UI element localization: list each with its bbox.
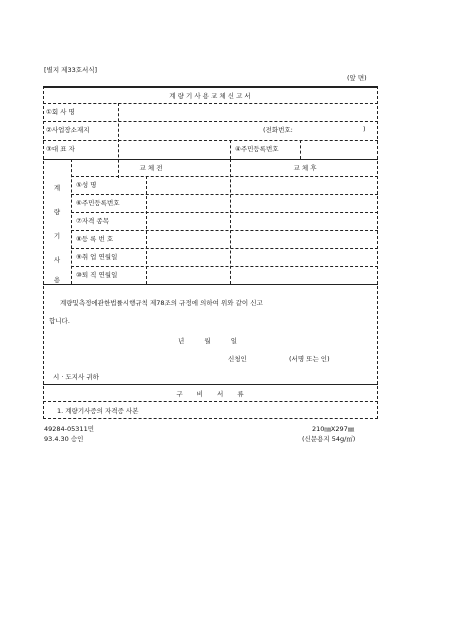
signature-label: (서명 또는 인)	[289, 355, 330, 363]
row-divider	[71, 248, 378, 249]
row-divider	[43, 159, 378, 160]
table-row-label: ⑧등 록 번 호	[76, 235, 114, 243]
side-label-char: 기	[53, 232, 61, 240]
side-label-char: 량	[53, 208, 61, 216]
phone-label: (전화번호:	[263, 126, 293, 134]
row-divider	[43, 121, 378, 122]
row-divider	[43, 103, 378, 104]
row-divider	[71, 176, 378, 177]
table-row-label: ⑥주민등록번호	[76, 199, 120, 207]
side-label-char: 계	[53, 184, 61, 192]
side-label-char: 용	[53, 276, 61, 284]
row-divider	[71, 212, 378, 213]
form-top-border	[43, 86, 378, 88]
office-location-label: ②사업장소재지	[46, 126, 90, 134]
addressee: 시 · 도지사 귀하	[53, 373, 99, 381]
table-row-label: ⑤성 명	[76, 181, 97, 189]
form-right-border	[377, 86, 378, 419]
table-row-label: ⑨취 업 연월일	[76, 253, 118, 261]
statement-text: 계량및측정에관한법률시행규칙 제78조의 규정에 의하여 위와 같이 신고	[60, 299, 263, 307]
form-number: [별지 제33호서식]	[44, 66, 98, 74]
row-divider	[43, 140, 378, 141]
column-after: 교 체 후	[293, 164, 317, 172]
cell-divider	[300, 140, 301, 159]
phone-close: )	[363, 125, 366, 133]
resident-number-label: ④주민등록번호	[235, 145, 279, 153]
row-divider	[43, 401, 378, 402]
paper-type: (신문용지 54g/㎡)	[302, 435, 356, 443]
table-row-label: ⑩퇴 직 연월일	[76, 271, 118, 279]
page-side-label: (앞 면)	[347, 74, 367, 82]
form-bottom-border	[43, 418, 378, 419]
representative-label: ③대 표 자	[46, 145, 75, 153]
form-left-border	[43, 86, 44, 419]
row-divider	[43, 284, 378, 285]
cell-divider	[230, 140, 231, 159]
row-divider	[71, 230, 378, 231]
documents-header: 구 비 서 류	[176, 390, 244, 398]
business-name-label: ①회 사 명	[46, 108, 75, 116]
row-divider	[43, 384, 378, 385]
paper-size: 210㎜X297㎜	[312, 425, 355, 433]
date-line: 년 월 일	[178, 337, 237, 345]
side-label-char: 사	[53, 256, 61, 264]
required-document-item: 1. 계량기사증의 자격증 사본	[57, 407, 139, 415]
applicant-label: 신청인	[228, 355, 247, 363]
column-before: 교 체 전	[139, 164, 163, 172]
approval-date: 93.4.30 승인	[44, 435, 84, 443]
table-row-label: ⑦자격 종목	[76, 217, 110, 225]
report-form	[43, 86, 378, 419]
row-divider	[71, 266, 378, 267]
form-code: 49284-05311민	[44, 425, 94, 433]
form-title: 계 량 기 사 용 교 체 신 고 서	[169, 92, 251, 100]
row-divider	[71, 194, 378, 195]
statement-text-end: 합니다.	[49, 317, 70, 325]
